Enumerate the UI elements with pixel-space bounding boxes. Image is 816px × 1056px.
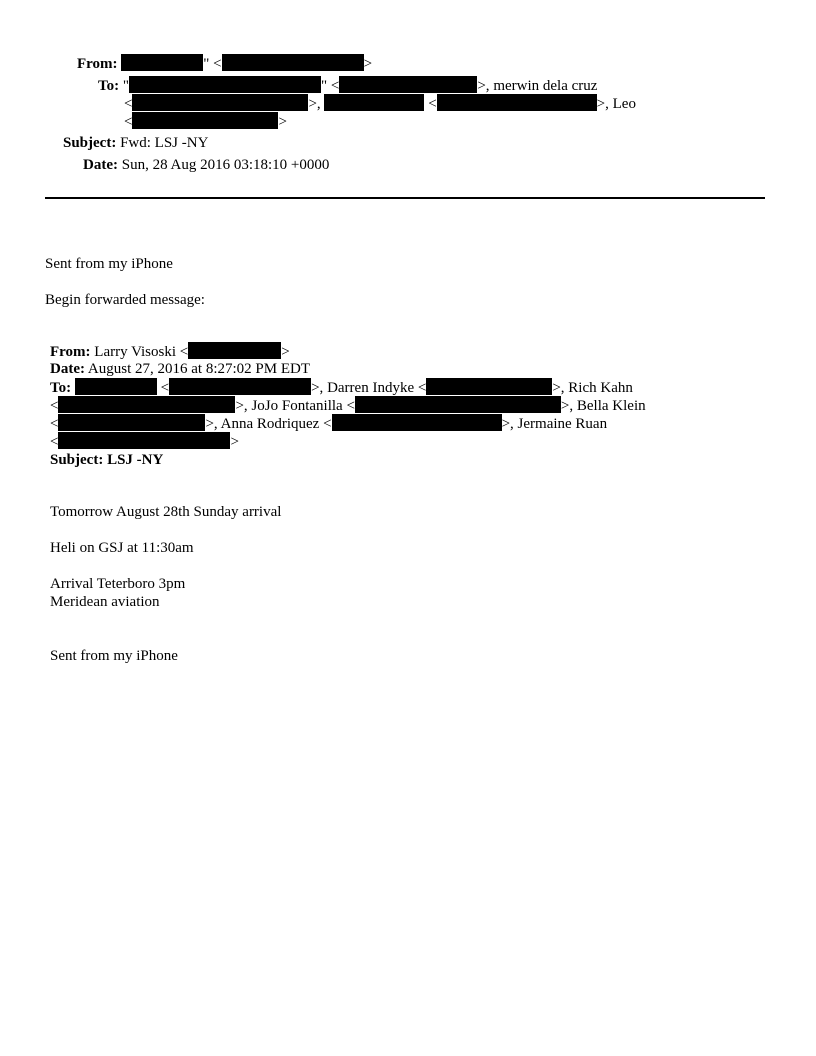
fwd-date-line — [50, 360, 310, 378]
begin-forwarded-text: Begin forwarded message: — [45, 292, 205, 308]
to-recipient-name: Leo — [612, 96, 636, 112]
fwd-from-line: From: Larry Visoski < > — [50, 344, 290, 360]
fwd-recipient: Anna Rodriquez — [220, 416, 320, 432]
to-label: To: — [98, 78, 120, 94]
fwd-to-line-4: < > — [50, 434, 239, 450]
fwd-recipient: JoJo Fontanilla — [251, 398, 343, 414]
message-line: Meridean aviation — [50, 594, 160, 610]
header-from-line: From: " < > — [77, 56, 373, 72]
redaction — [188, 342, 281, 359]
header-to-line-2: < >, < >, Leo — [124, 96, 636, 112]
fwd-to-line-1: To: < >, Darren Indyke < >, Rich Kahn — [50, 380, 633, 396]
redaction — [324, 94, 424, 111]
fwd-subject-label: Subject: — [50, 452, 104, 468]
fwd-to-label: To: — [50, 380, 72, 396]
redaction — [132, 112, 278, 129]
redaction — [58, 432, 230, 449]
header-divider — [45, 197, 765, 199]
redaction — [132, 94, 308, 111]
fwd-recipient: Darren Indyke — [327, 380, 415, 396]
date-label: Date: — [83, 157, 118, 173]
fwd-from-label: From: — [50, 344, 91, 360]
fwd-date-label: Date: — [50, 361, 85, 377]
fwd-from-name: Larry Visoski — [94, 344, 177, 360]
message-line: Arrival Teterboro 3pm — [50, 576, 186, 592]
redaction — [437, 94, 597, 111]
fwd-subject-line — [50, 451, 163, 469]
fwd-to-line-3: < >, Anna Rodriquez < >, Jermaine Ruan — [50, 416, 608, 432]
fwd-recipient: Bella Klein — [576, 398, 646, 414]
to-recipient-name: merwin dela cruz — [493, 78, 598, 94]
redaction — [58, 396, 235, 413]
sent-from-text: Sent from my iPhone — [45, 256, 173, 272]
subject-label: Subject: — [63, 135, 117, 151]
redaction — [121, 54, 203, 71]
redaction — [426, 378, 552, 395]
redaction — [332, 414, 502, 431]
header-date-line — [83, 156, 329, 174]
redaction — [75, 378, 157, 395]
date-value: Sun, 28 Aug 2016 03:18:10 +0000 — [121, 157, 330, 173]
header-to-line-1: To: " " < >, merwin dela cruz — [98, 78, 598, 94]
redaction — [129, 76, 321, 93]
fwd-to-line-2: < >, JoJo Fontanilla < >, Bella Klein — [50, 398, 646, 414]
fwd-recipient: Jermaine Ruan — [517, 416, 608, 432]
from-label: From: — [77, 56, 118, 72]
redaction — [58, 414, 205, 431]
fwd-recipient: Rich Kahn — [568, 380, 633, 396]
message-line: Heli on GSJ at 11:30am — [50, 540, 194, 556]
redaction — [222, 54, 364, 71]
header-to-line-3: < > — [124, 114, 287, 130]
fwd-date-value: August 27, 2016 at 8:27:02 PM EDT — [87, 361, 311, 377]
redaction — [169, 378, 311, 395]
redaction — [339, 76, 477, 93]
message-line: Tomorrow August 28th Sunday arrival — [50, 504, 282, 520]
redaction — [355, 396, 561, 413]
subject-value: Fwd: LSJ -NY — [120, 135, 209, 151]
header-subject-line — [63, 134, 208, 152]
fwd-subject-value: LSJ -NY — [107, 452, 164, 468]
message-line: Sent from my iPhone — [50, 648, 178, 664]
